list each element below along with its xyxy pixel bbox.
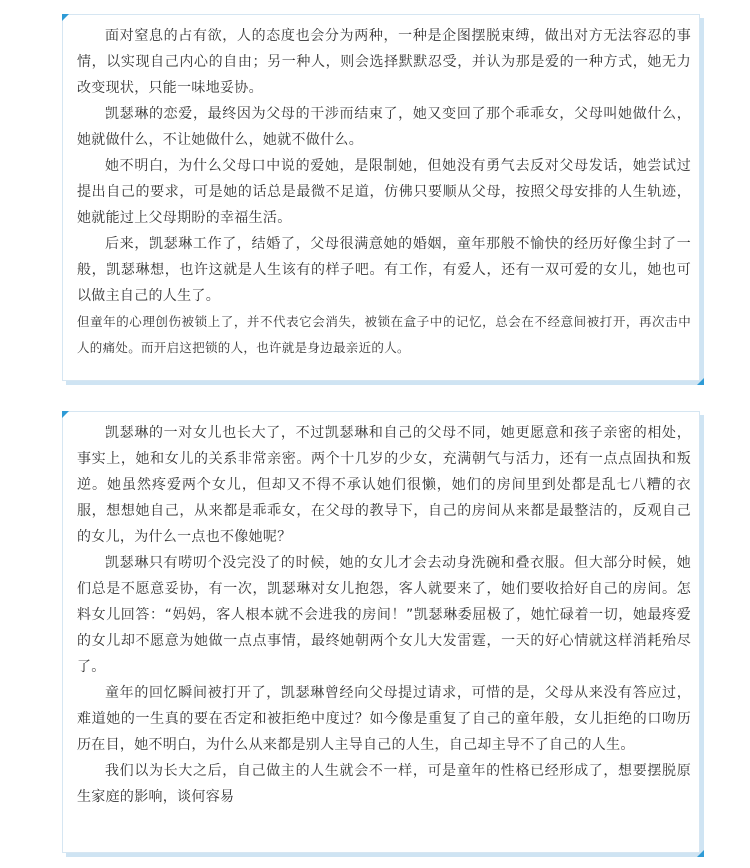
paragraph: 后来，凯瑟琳工作了，结婚了，父母很满意她的婚姻，童年那般不愉快的经历好像尘封了一般，凯瑟琳想，也许这就是人生该有的样子吧。有工作，有爱人，还有一双可爱的女儿，她也可以做主自己的人生了。 bbox=[77, 236, 691, 304]
paragraph: 凯瑟琳的恋爱，最终因为父母的干涉而结束了，她又变回了那个乖乖女，父母叫她做什么，她就做什么，不让她做什么，她就不做什么。 bbox=[77, 106, 691, 148]
paragraph: 童年的回忆瞬间被打开了，凯瑟琳曾经向父母提过请求，可惜的是，父母从来没有答应过，难道她的一生真的要在否定和被拒绝中度过？如今像是重复了自己的童年般，女儿拒绝的口吻历历在目，她不明白，为什么从来都是别人主导自己的人生，自己却主导不了自己的人生。 bbox=[77, 685, 691, 753]
paragraph: 凯瑟琳的一对女儿也长大了，不过凯瑟琳和自己的父母不同，她更愿意和孩子亲密的相处，事实上，她和女儿的关系非常亲密。两个十几岁的少女，充满朝气与活力，还有一点点固执和叛逆。她虽然疼爱两个女儿，但却又不得不承认她们很懒，她们的房间里到处都是乱七八糟的衣服，想想她自己，从来都是乖乖女，在父母的教导下，自己的房间从来都是最整洁的，反观自己的女儿，为什么一点也不像她呢？ bbox=[77, 425, 691, 545]
article-card-1 bbox=[62, 14, 700, 381]
paragraph: 但童年的心理创伤被锁上了，并不代表它会消失，被锁在盒子中的记忆，总会在不经意间被打开，再次击中人的痛处。而开启这把锁的人，也许就是身边最亲近的人。 bbox=[77, 314, 691, 355]
article-card-2 bbox=[62, 411, 700, 853]
paragraph: 面对窒息的占有欲，人的态度也会分为两种，一种是企图摆脱束缚，做出对方无法容忍的事情，以实现自己内心的自由；另一种人，则会选择默默忍受，并认为那是爱的一种方式，她无力改变现状，只能一味地妥协。 bbox=[77, 28, 691, 96]
paragraph: 凯瑟琳只有唠叨个没完没了的时候，她的女儿才会去动身洗碗和叠衣服。但大部分时候，她们总是不愿意妥协，有一次，凯瑟琳对女儿抱怨，客人就要来了，她们要收拾好自己的房间。怎料女儿回答：“妈妈，客人根本就不会进我的房间！”凯瑟琳委屈极了，她忙碌着一切，她最疼爱的女儿却不愿意为她做一点点事情，最终她朝两个女儿大发雷霆，一天的好心情就这样消耗殆尽了。 bbox=[77, 555, 691, 675]
paragraph: 我们以为长大之后，自己做主的人生就会不一样，可是童年的性格已经形成了，想要摆脱原生家庭的影响，谈何容易 bbox=[77, 763, 691, 805]
paragraph: 她不明白，为什么父母口中说的爱她，是限制她，但她没有勇气去反对父母发话，她尝试过提出自己的要求，可是她的话总是最微不足道，仿佛只要顺从父母，按照父母安排的人生轨迹，她就能过上父母期盼的幸福生活。 bbox=[77, 158, 691, 226]
